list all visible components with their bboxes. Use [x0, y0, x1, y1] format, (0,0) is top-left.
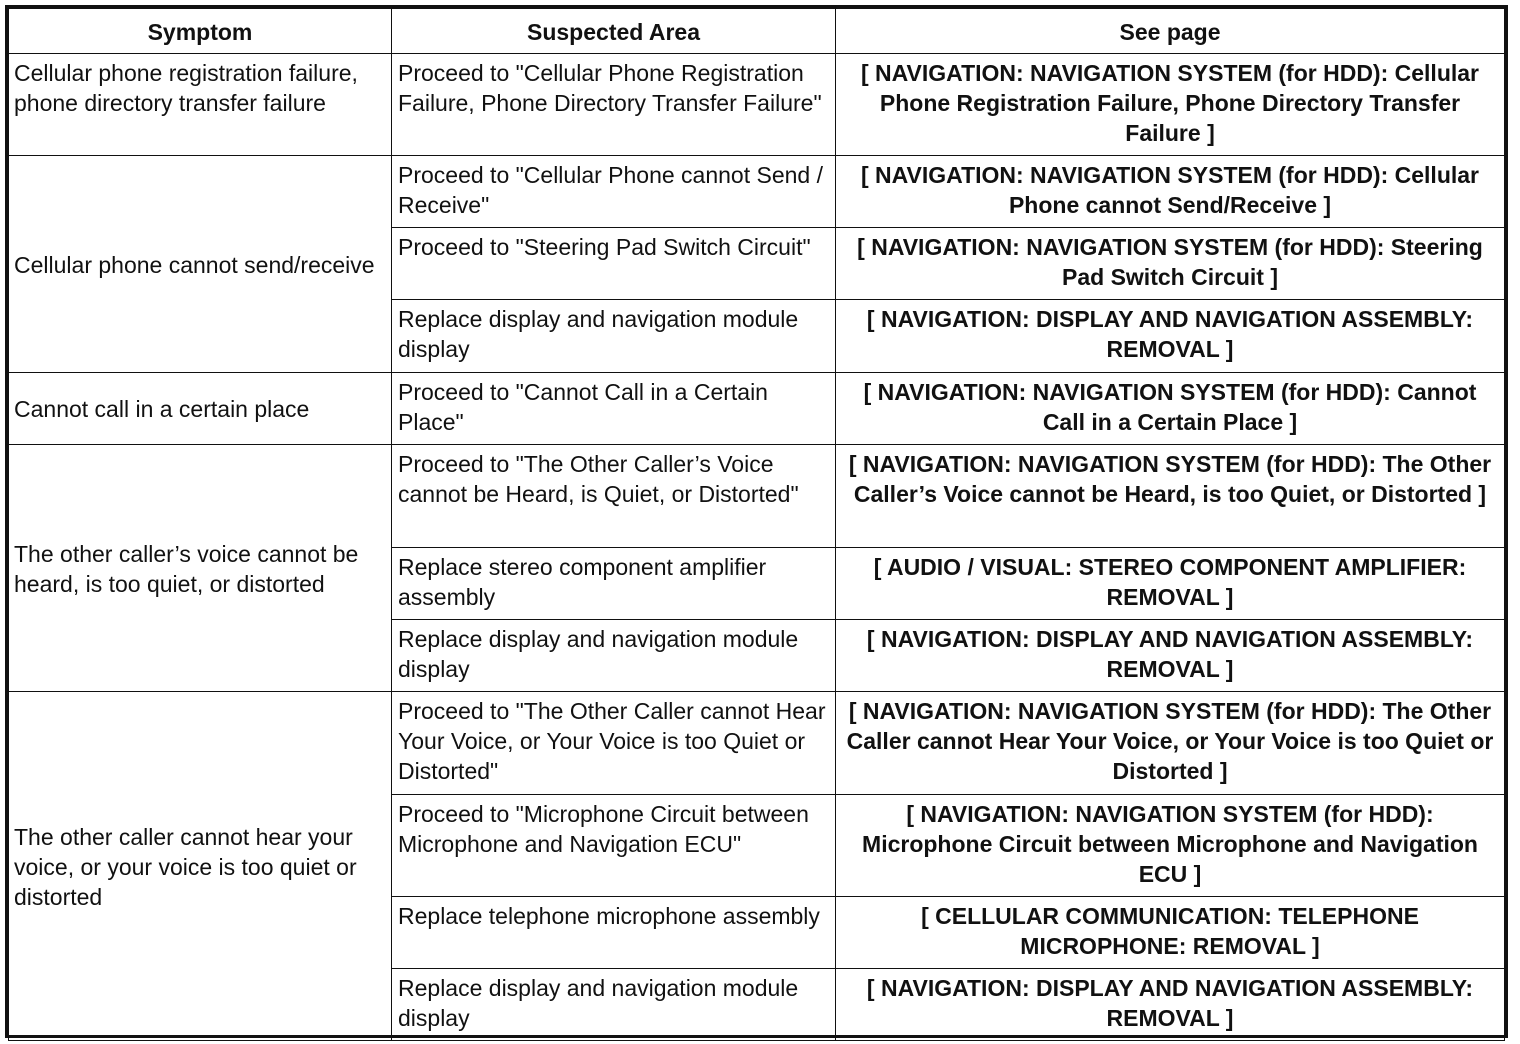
- suspected-area-cell: Replace display and navigation module display: [392, 969, 836, 1041]
- see-page-cell: [ NAVIGATION: NAVIGATION SYSTEM (for HDD): Microphone Circuit between Microphone and Navigation ECU ]: [836, 795, 1505, 897]
- see-page-cell: [ NAVIGATION: NAVIGATION SYSTEM (for HDD): Cannot Call in a Certain Place ]: [836, 373, 1505, 445]
- see-page-cell: [ NAVIGATION: DISPLAY AND NAVIGATION ASSEMBLY: REMOVAL ]: [836, 300, 1505, 373]
- troubleshooting-table-frame: [5, 5, 1508, 1038]
- table-row: [9, 445, 1505, 548]
- see-page-cell: [ NAVIGATION: DISPLAY AND NAVIGATION ASSEMBLY: REMOVAL ]: [836, 969, 1505, 1041]
- table-row: [9, 156, 1505, 228]
- suspected-area-cell: Replace display and navigation module display: [392, 620, 836, 692]
- header-suspected-area: Suspected Area: [392, 9, 836, 54]
- troubleshooting-table: [8, 8, 1505, 1041]
- symptom-cell: Cellular phone registration failure, phone directory transfer failure: [9, 54, 392, 156]
- suspected-area-cell: Replace stereo component amplifier assembly: [392, 548, 836, 620]
- table-header-row: [9, 9, 1505, 54]
- suspected-area-cell: Proceed to "Cannot Call in a Certain Place": [392, 373, 836, 445]
- header-see-page: See page: [836, 9, 1505, 54]
- suspected-area-cell: Proceed to "Microphone Circuit between Microphone and Navigation ECU": [392, 795, 836, 897]
- suspected-area-cell: Proceed to "Cellular Phone cannot Send / Receive": [392, 156, 836, 228]
- suspected-area-cell: Proceed to "The Other Caller’s Voice cannot be Heard, is Quiet, or Distorted": [392, 445, 836, 548]
- table-row: [9, 373, 1505, 445]
- suspected-area-cell: Replace display and navigation module display: [392, 300, 836, 373]
- table-row: [9, 692, 1505, 795]
- suspected-area-cell: Proceed to "Steering Pad Switch Circuit": [392, 228, 836, 300]
- see-page-cell: [ NAVIGATION: NAVIGATION SYSTEM (for HDD): Cellular Phone cannot Send/Receive ]: [836, 156, 1505, 228]
- suspected-area-cell: Replace telephone microphone assembly: [392, 897, 836, 969]
- suspected-area-cell: Proceed to "The Other Caller cannot Hear Your Voice, or Your Voice is too Quiet or Distorted": [392, 692, 836, 795]
- symptom-cell: The other caller’s voice cannot be heard, is too quiet, or distorted: [9, 445, 392, 692]
- see-page-cell: [ AUDIO / VISUAL: STEREO COMPONENT AMPLIFIER: REMOVAL ]: [836, 548, 1505, 620]
- symptom-cell: The other caller cannot hear your voice, or your voice is too quiet or distorted: [9, 692, 392, 1041]
- table-row: [9, 54, 1505, 156]
- see-page-cell: [ NAVIGATION: NAVIGATION SYSTEM (for HDD): Steering Pad Switch Circuit ]: [836, 228, 1505, 300]
- header-symptom: Symptom: [9, 9, 392, 54]
- see-page-cell: [ NAVIGATION: NAVIGATION SYSTEM (for HDD): The Other Caller’s Voice cannot be Heard, is too Quiet, or Distorted ]: [836, 445, 1505, 548]
- see-page-cell: [ NAVIGATION: NAVIGATION SYSTEM (for HDD): Cellular Phone Registration Failure, Phone Directory Transfer Failure ]: [836, 54, 1505, 156]
- see-page-cell: [ CELLULAR COMMUNICATION: TELEPHONE MICROPHONE: REMOVAL ]: [836, 897, 1505, 969]
- see-page-cell: [ NAVIGATION: DISPLAY AND NAVIGATION ASSEMBLY: REMOVAL ]: [836, 620, 1505, 692]
- suspected-area-cell: Proceed to "Cellular Phone Registration Failure, Phone Directory Transfer Failure": [392, 54, 836, 156]
- symptom-cell: Cellular phone cannot send/receive: [9, 156, 392, 373]
- see-page-cell: [ NAVIGATION: NAVIGATION SYSTEM (for HDD): The Other Caller cannot Hear Your Voice, or Your Voice is too Quiet or Distorted ]: [836, 692, 1505, 795]
- symptom-cell: Cannot call in a certain place: [9, 373, 392, 445]
